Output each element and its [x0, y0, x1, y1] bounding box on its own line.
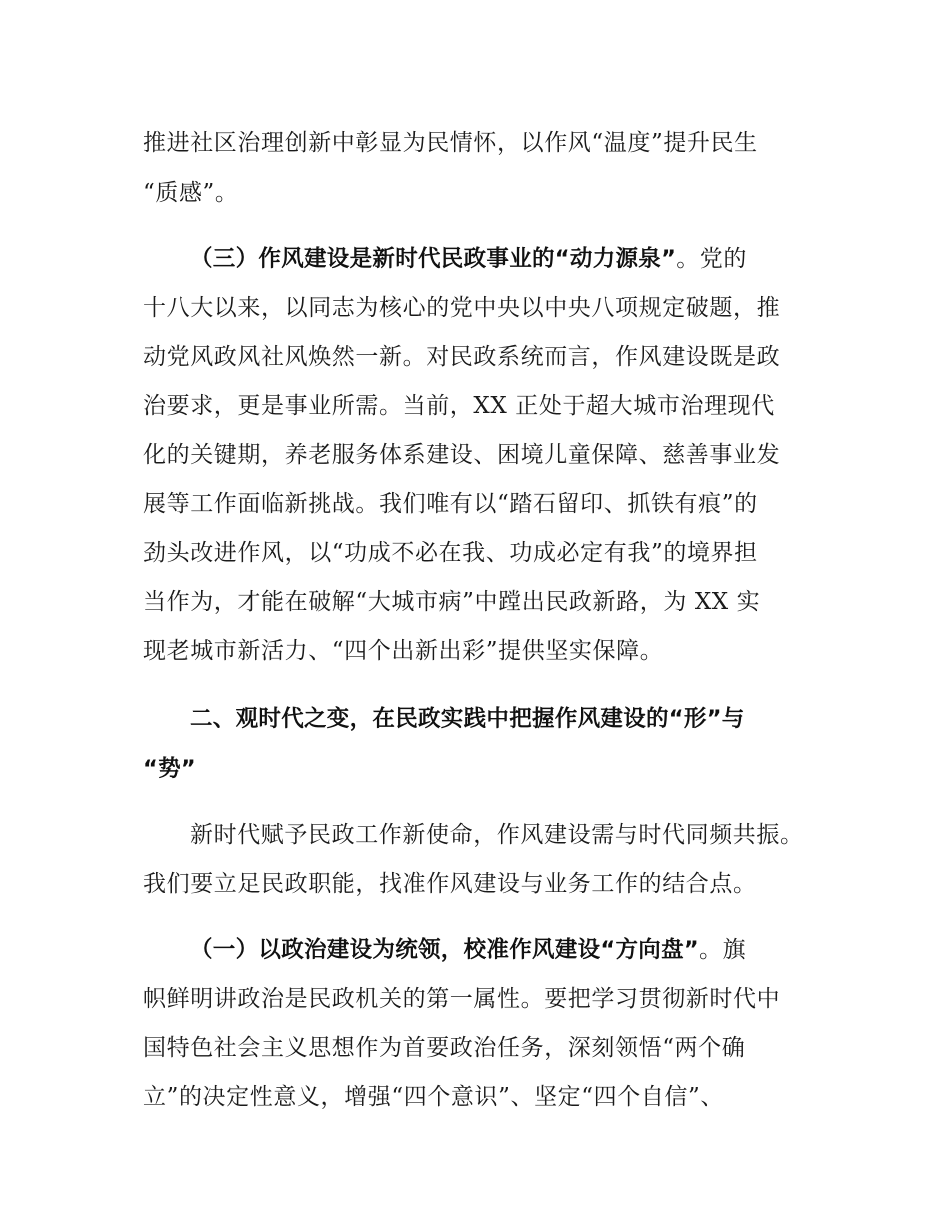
subsection-heading-text: （三）作风建设是新时代民政事业的“动力源泉”: [190, 246, 677, 272]
paragraph-line: 我们要立足民政职能，找准作风建设与业务工作的结合点。: [143, 871, 757, 897]
paragraph-line: 新时代赋予民政工作新使命，作风建设需与时代同频共振。: [190, 822, 804, 848]
paragraph-line: 现老城市新活力、“四个出新出彩”提供坚实保障。: [143, 638, 664, 664]
paragraph-text: 。党的: [676, 246, 747, 272]
paragraph-line: 十八大以来，以同志为核心的党中央以中央八项规定破题，推: [143, 295, 781, 321]
paragraph-line: 动党风政风社风焕然一新。对民政系统而言，作风建设既是政: [143, 344, 781, 370]
paragraph-line: 推进社区治理创新中彰显为民情怀，以作风“温度”提升民生: [143, 130, 758, 156]
paragraph-text: 。旗: [698, 937, 747, 963]
paragraph-line: 帜鲜明讲政治是民政机关的第一属性。要把学习贯彻新时代中: [143, 986, 781, 1012]
paragraph-line: 立”的决定性意义，增强“四个意识”、坚定“四个自信”、: [143, 1084, 724, 1110]
subsection-heading-text: （一）以政治建设为统领，校准作风建设“方向盘”: [190, 937, 699, 963]
paragraph-line: 当作为，才能在破解“大城市病”中蹚出民政新路，为 XX 实: [143, 589, 761, 615]
section-heading: 二、观时代之变，在民政实践中把握作风建设的“形”与: [190, 706, 745, 732]
paragraph-line: 展等工作面临新挑战。我们唯有以“踏石留印、抓铁有痕”的: [143, 491, 758, 517]
paragraph-line: 国特色社会主义思想作为首要政治任务，深刻领悟“两个确: [143, 1035, 746, 1061]
paragraph-line: “质感”。: [143, 180, 239, 206]
subsection-heading-1: [190, 935, 746, 965]
paragraph-line: 治要求，更是事业所需。当前，XX 正处于超大城市治理现代: [143, 393, 775, 419]
paragraph-line: 化的关键期，养老服务体系建设、困境儿童保障、慈善事业发: [143, 442, 781, 468]
subsection-heading-3: [190, 244, 747, 274]
section-heading-continued: “势”: [143, 756, 196, 782]
paragraph-line: 劲头改进作风，以“功成不必在我、功成必定有我”的境界担: [143, 540, 758, 566]
